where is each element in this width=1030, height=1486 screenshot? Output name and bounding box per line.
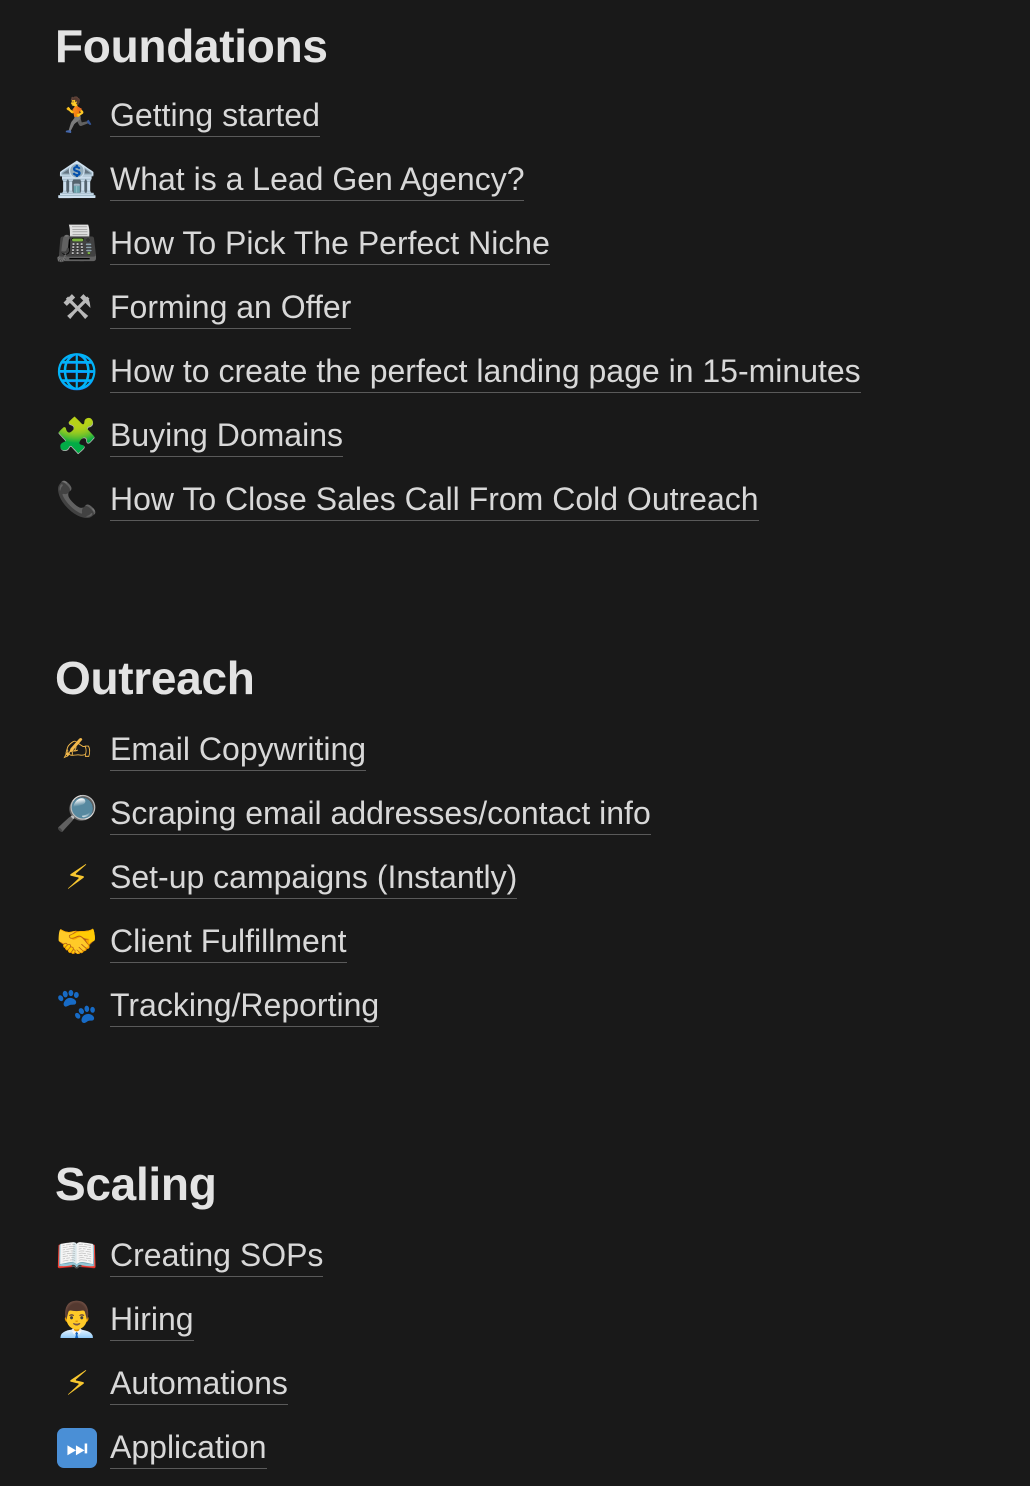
bank-icon: 🏦 xyxy=(55,160,99,200)
puzzle-piece-icon: 🧩 xyxy=(55,416,99,456)
section-heading-outreach: Outreach xyxy=(55,652,255,704)
office-worker-icon: 👨‍💼 xyxy=(55,1300,99,1340)
lightning-icon: ⚡ xyxy=(65,858,89,898)
globe-icon: 🌐 xyxy=(55,352,99,392)
writing-hand-icon: ✍ xyxy=(62,730,92,770)
link-label[interactable]: Tracking/Reporting xyxy=(110,985,379,1027)
link-label[interactable]: Hiring xyxy=(110,1299,194,1341)
handshake-icon: 🤝 xyxy=(55,922,99,962)
link-label[interactable]: Automations xyxy=(110,1363,288,1405)
link-label[interactable]: Creating SOPs xyxy=(110,1235,323,1277)
link-close-sales-call[interactable] xyxy=(55,468,861,532)
link-label[interactable]: Buying Domains xyxy=(110,415,343,457)
link-forming-offer[interactable] xyxy=(55,276,861,340)
runner-icon: 🏃 xyxy=(55,96,99,136)
link-label[interactable]: Getting started xyxy=(110,95,320,137)
telephone-icon: 📞 xyxy=(55,480,99,520)
link-buying-domains[interactable] xyxy=(55,404,861,468)
link-lead-gen-agency[interactable] xyxy=(55,148,861,212)
link-setup-campaigns[interactable] xyxy=(55,846,651,910)
lightning-icon: ⚡ xyxy=(65,1364,89,1404)
link-tracking-reporting[interactable] xyxy=(55,974,651,1038)
link-label[interactable]: Application xyxy=(110,1427,267,1469)
paw-prints-icon: 🐾 xyxy=(55,986,99,1026)
link-label[interactable]: What is a Lead Gen Agency? xyxy=(110,159,524,201)
hammer-and-wrench-icon: ⚒ xyxy=(61,288,93,328)
link-label[interactable]: Scraping email addresses/contact info xyxy=(110,793,651,835)
skip-forward-icon: ⏭ xyxy=(57,1428,97,1468)
section-outreach xyxy=(55,650,651,1038)
link-scraping-emails[interactable] xyxy=(55,782,651,846)
link-client-fulfillment[interactable] xyxy=(55,910,651,974)
section-heading-scaling: Scaling xyxy=(55,1158,217,1210)
link-label[interactable]: Forming an Offer xyxy=(110,287,351,329)
link-automations[interactable] xyxy=(55,1352,323,1416)
scaling-link-list xyxy=(55,1224,323,1480)
link-label[interactable]: Email Copywriting xyxy=(110,729,366,771)
link-application[interactable] xyxy=(55,1416,323,1480)
open-book-icon: 📖 xyxy=(55,1236,99,1276)
foundations-link-list xyxy=(55,84,861,532)
outreach-link-list xyxy=(55,718,651,1038)
section-heading-foundations: Foundations xyxy=(55,20,328,72)
link-creating-sops[interactable] xyxy=(55,1224,323,1288)
link-label[interactable]: Set-up campaigns (Instantly) xyxy=(110,857,517,899)
link-landing-page[interactable] xyxy=(55,340,861,404)
section-foundations xyxy=(55,18,861,532)
fax-machine-icon: 📠 xyxy=(55,224,99,264)
section-scaling xyxy=(55,1156,323,1480)
link-getting-started[interactable] xyxy=(55,84,861,148)
link-pick-niche[interactable] xyxy=(55,212,861,276)
link-label[interactable]: How To Close Sales Call From Cold Outreach xyxy=(110,479,759,521)
link-hiring[interactable] xyxy=(55,1288,323,1352)
link-label[interactable]: Client Fulfillment xyxy=(110,921,347,963)
link-label[interactable]: How To Pick The Perfect Niche xyxy=(110,223,550,265)
link-label[interactable]: How to create the perfect landing page in 15-minutes xyxy=(110,351,861,393)
magnifying-glass-icon: 🔎 xyxy=(55,794,99,834)
link-email-copywriting[interactable] xyxy=(55,718,651,782)
